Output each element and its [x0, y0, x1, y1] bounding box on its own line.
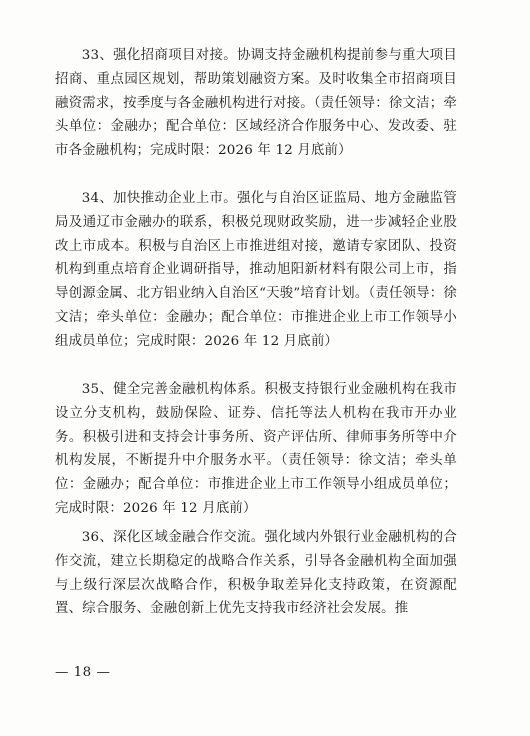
- paragraph-item-34: 34、加快推动企业上市。强化与自治区证监局、地方金融监管局及通辽市金融办的联系，积极兑现财政奖励，进一步减轻企业股改上市成本。积极与自治区上市推进组对接，邀请专家团队、投资机构到重点培育企业调研指导，推动旭阳新材料有限公司上市，指导创源金属、北方铝业纳入自治区“天骏”培育计划。（责任领导：徐文洁；牵头单位：金融办；配合单位：市推进企业上市工作领导小组成员单位；完成时限：2026 年 12 月底前）: [55, 191, 457, 349]
- paragraph-item-36: 36、深化区域金融合作交流。强化域内外银行业金融机构的合作交流，建立长期稳定的战略合作关系，引导各金融机构全面加强与上级行深层次战略合作，积极争取差异化支持政策，在资源配置、综合服务、金融创新上优先支持我市经济社会发展。推: [55, 530, 457, 617]
- page-number: — 18 —: [55, 665, 111, 680]
- paragraph-item-35: 35、健全完善金融机构体系。积极支持银行业金融机构在我市设立分支机构，鼓励保险、证券、信托等法人机构在我市开办业务。积极引进和支持会计事务所、资产评估所、律师事务所等中介机构发展，不断提升中介服务水平。（责任领导：徐文洁；牵头单位：金融办；配合单位：市推进企业上市工作领导小组成员单位；完成时限：2026 年 12 月底前）: [55, 382, 457, 516]
- paragraph-item-33: 33、强化招商项目对接。协调支持金融机构提前参与重大项目招商、重点园区规划，帮助策划融资方案。及时收集全市招商项目融资需求，按季度与各金融机构进行对接。（责任领导：徐文洁；牵头单位：金融办；配合单位：区域经济合作服务中心、发改委、驻市各金融机构；完成时限：2026 年 12 月底前）: [55, 48, 457, 159]
